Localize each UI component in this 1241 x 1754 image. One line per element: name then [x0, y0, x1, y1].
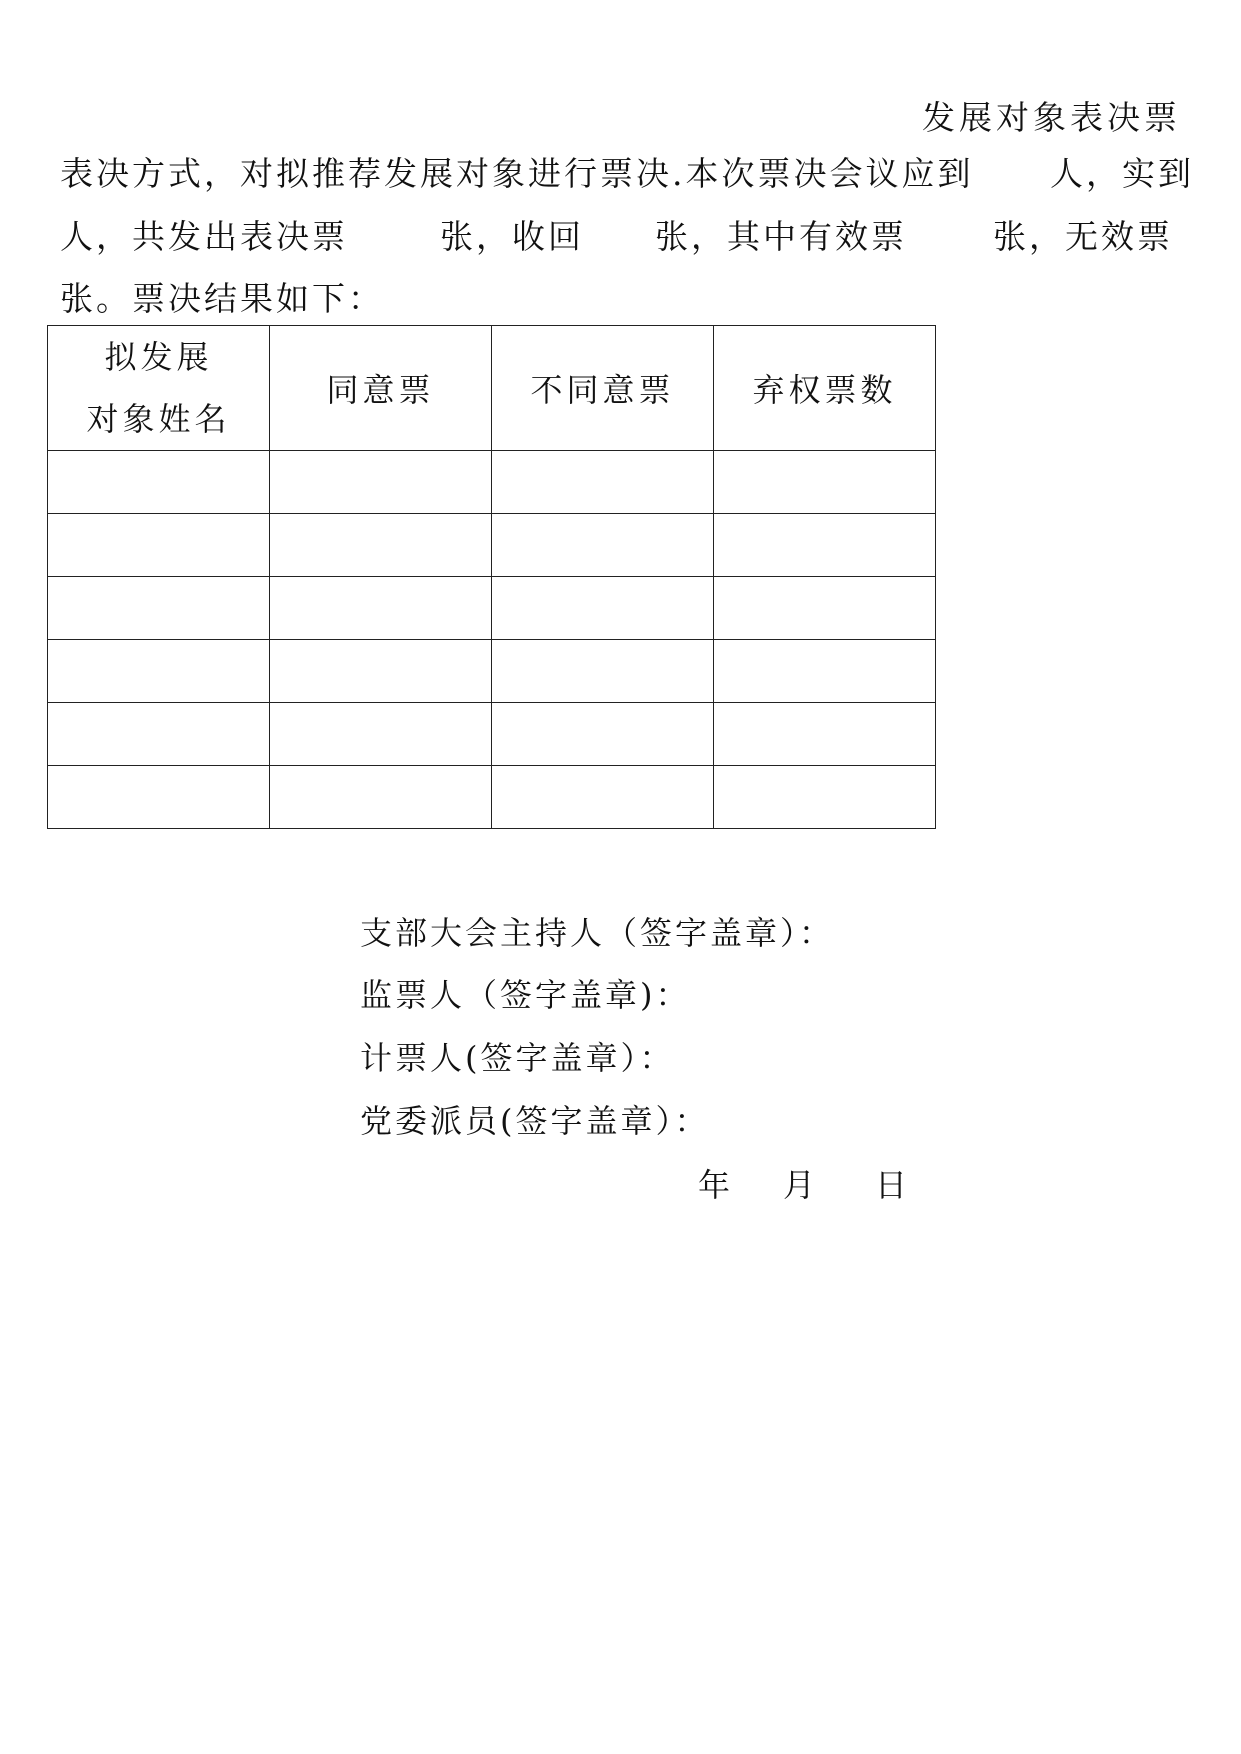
- candidate-name-cell: [48, 703, 270, 766]
- table-row: [48, 577, 936, 640]
- table-row: [48, 703, 936, 766]
- agree-votes-cell: [270, 514, 492, 577]
- table-header-row: [48, 326, 936, 451]
- table-row: [48, 451, 936, 514]
- header-agree-votes: 同意票: [270, 326, 492, 451]
- header-candidate-name-line-2: 对象姓名: [86, 400, 231, 438]
- paragraph-line-3-text: 张。票决结果如下：: [60, 279, 384, 318]
- signature-vote-counter: 计票人(签字盖章）：: [360, 1039, 675, 1077]
- candidate-name-cell: [48, 640, 270, 703]
- paragraph-line-3: [60, 277, 1180, 321]
- signature-party-committee: 党委派员(签字盖章）：: [360, 1102, 710, 1140]
- disagree-votes-cell: [492, 640, 714, 703]
- agree-votes-cell: [270, 766, 492, 829]
- candidate-name-cell: [48, 577, 270, 640]
- date-month-label: 月: [783, 1166, 816, 1204]
- disagree-votes-cell: [492, 514, 714, 577]
- signature-vote-monitor: 监票人（签字盖章)：: [360, 976, 691, 1014]
- abstain-votes-cell: [714, 640, 936, 703]
- disagree-votes-cell: [492, 577, 714, 640]
- abstain-votes-cell: [714, 451, 936, 514]
- table-row: [48, 766, 936, 829]
- abstain-votes-cell: [714, 703, 936, 766]
- paragraph-line-2-valid: 张，其中有效票: [655, 217, 907, 256]
- header-candidate-name-line-1: 拟发展: [104, 338, 213, 376]
- table-row: [48, 514, 936, 577]
- header-disagree-votes: 不同意票: [492, 326, 714, 451]
- abstain-votes-cell: [714, 577, 936, 640]
- disagree-votes-cell: [492, 451, 714, 514]
- paragraph-line-2-invalid: 张，无效票: [993, 217, 1173, 256]
- table-row: [48, 640, 936, 703]
- agree-votes-cell: [270, 640, 492, 703]
- agree-votes-cell: [270, 577, 492, 640]
- header-candidate-name: [48, 326, 270, 451]
- signature-host: 支部大会主持人（签字盖章）：: [360, 914, 835, 952]
- paragraph-line-2: [60, 215, 1180, 259]
- agree-votes-cell: [270, 451, 492, 514]
- candidate-name-cell: [48, 514, 270, 577]
- header-abstain-votes: 弃权票数: [714, 326, 936, 451]
- paragraph-line-1-tail: 人，实到: [1050, 154, 1194, 193]
- document-title: 发展对象表决票: [922, 98, 1181, 137]
- candidate-name-cell: [48, 451, 270, 514]
- abstain-votes-cell: [714, 514, 936, 577]
- disagree-votes-cell: [492, 703, 714, 766]
- disagree-votes-cell: [492, 766, 714, 829]
- date-year-label: 年: [698, 1166, 731, 1204]
- date-day-label: 日: [875, 1166, 908, 1204]
- paragraph-line-1: [60, 152, 1194, 196]
- candidate-name-cell: [48, 766, 270, 829]
- abstain-votes-cell: [714, 766, 936, 829]
- vote-result-table: [47, 325, 936, 829]
- paragraph-line-2-collected: 张，收回: [440, 217, 584, 256]
- paragraph-line-2-issued: 人，共发出表决票: [60, 217, 348, 256]
- agree-votes-cell: [270, 703, 492, 766]
- paragraph-line-1-text: 表决方式，对拟推荐发展对象进行票决.本次票决会议应到: [60, 154, 974, 193]
